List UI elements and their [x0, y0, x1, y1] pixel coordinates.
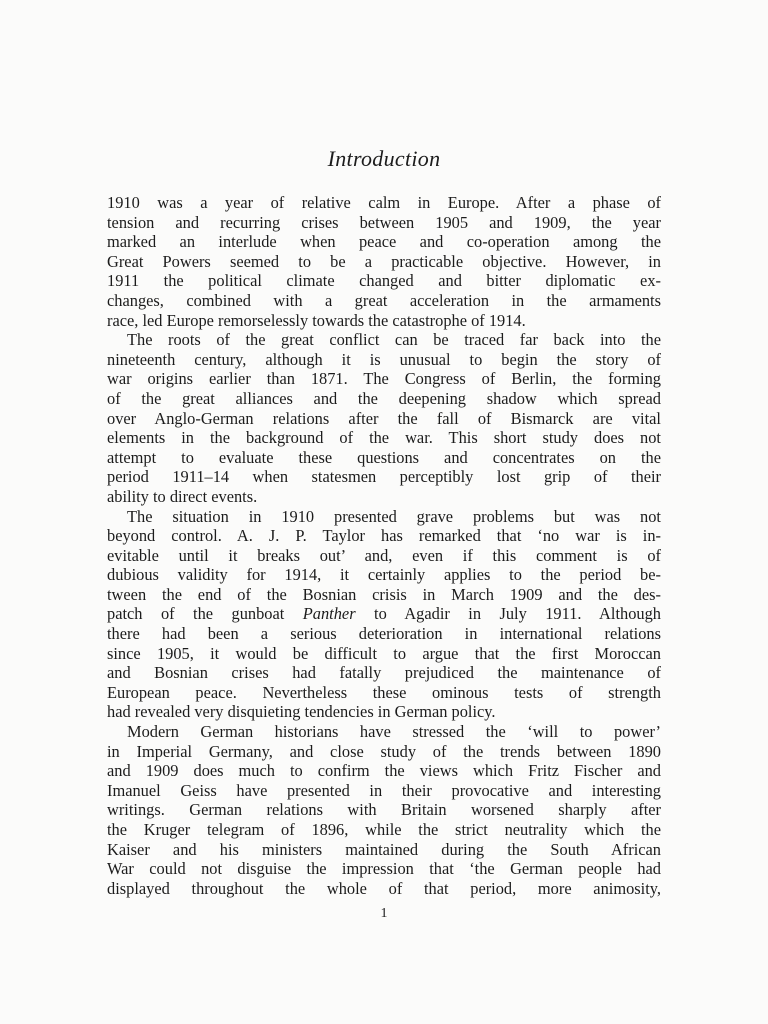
text-line: ability to direct events.	[107, 486, 258, 506]
text-line: Kaiser and his ministers maintained during the South African	[107, 839, 661, 859]
paragraph-3	[107, 507, 661, 723]
text-line: tension and recurring crises between 1905 and 1909, the year	[107, 212, 661, 232]
text-line: there had been a serious deterioration in international relations	[107, 624, 661, 644]
text-line: writings. German relations with Britain worsened sharply after	[107, 800, 661, 820]
text-line: the Kruger telegram of 1896, while the strict neutrality which the	[107, 820, 661, 839]
text-line: Great Powers seemed to be a practicable objective. However, in	[107, 251, 661, 271]
text-line: since 1905, it would be difficult to argue that the first Moroccan	[107, 643, 661, 663]
text-line-with-italic	[107, 604, 661, 624]
text-line: war origins earlier than 1871. The Congress of Berlin, the forming	[107, 369, 661, 389]
text-line: attempt to evaluate these questions and concentrates on the	[107, 447, 661, 467]
text-line: The situation in 1910 presented grave problems but was not	[127, 506, 661, 526]
text-line: of the great alliances and the deepening shadow which spread	[107, 388, 661, 408]
text-line: The roots of the great conflict can be traced far back into the	[127, 330, 661, 350]
text-line: over Anglo-German relations after the fall of Bismarck are vital	[107, 408, 661, 428]
text-line: race, led Europe remorselessly towards the catastrophe of 1914.	[107, 310, 526, 330]
text-line: dubious validity for 1914, it certainly applies to the period be-	[107, 565, 661, 585]
text-line: marked an interlude when peace and co-operation among the	[107, 232, 661, 252]
text-line: nineteenth century, although it is unusual to begin the story of	[107, 349, 661, 369]
text-line: in Imperial Germany, and close study of the trends between 1890	[107, 741, 661, 761]
text-line: tween the end of the Bosnian crisis in March 1909 and the des-	[107, 584, 661, 604]
text-line: and 1909 does much to confirm the views which Fritz Fischer and	[107, 761, 661, 781]
text-line: displayed throughout the whole of that period, more animosity,	[107, 878, 661, 898]
text-line: elements in the background of the war. This short study does not	[107, 428, 661, 448]
text-line: European peace. Nevertheless these ominous tests of strength	[107, 682, 661, 702]
text-line: Imanuel Geiss have presented in their provocative and interesting	[107, 780, 661, 800]
text-line: War could not disguise the impression that ‘the German people had	[107, 859, 661, 879]
text-line: Modern German historians have stressed the ‘will to power’	[127, 722, 661, 742]
text-line: 1910 was a year of relative calm in Europe. After a phase of	[107, 193, 661, 212]
text-line: period 1911–14 when statesmen perceptibly lost grip of their	[107, 467, 661, 487]
ship-name-italic: Panther	[302, 604, 356, 624]
text-line: beyond control. A. J. P. Taylor has remarked that ‘no war is in-	[107, 526, 661, 546]
body-text	[107, 193, 661, 898]
paragraph-1	[107, 193, 661, 330]
text-line: had revealed very disquieting tendencies in German policy.	[107, 702, 496, 722]
text-fragment: patch of the gunboat	[107, 604, 285, 624]
paragraph-2	[107, 330, 661, 506]
chapter-title: Introduction	[327, 146, 441, 171]
text-line: 1911 the political climate changed and bitter diplomatic ex-	[107, 271, 661, 291]
text-line: changes, combined with a great acceleration in the armaments	[107, 290, 661, 310]
text-fragment: to Agadir in July 1911. Although	[374, 604, 661, 624]
text-line: and Bosnian crises had fatally prejudiced the maintenance of	[107, 663, 661, 683]
text-line: evitable until it breaks out’ and, even if this comment is of	[107, 545, 661, 565]
page-number: 1	[380, 906, 388, 921]
paragraph-4	[107, 722, 661, 898]
